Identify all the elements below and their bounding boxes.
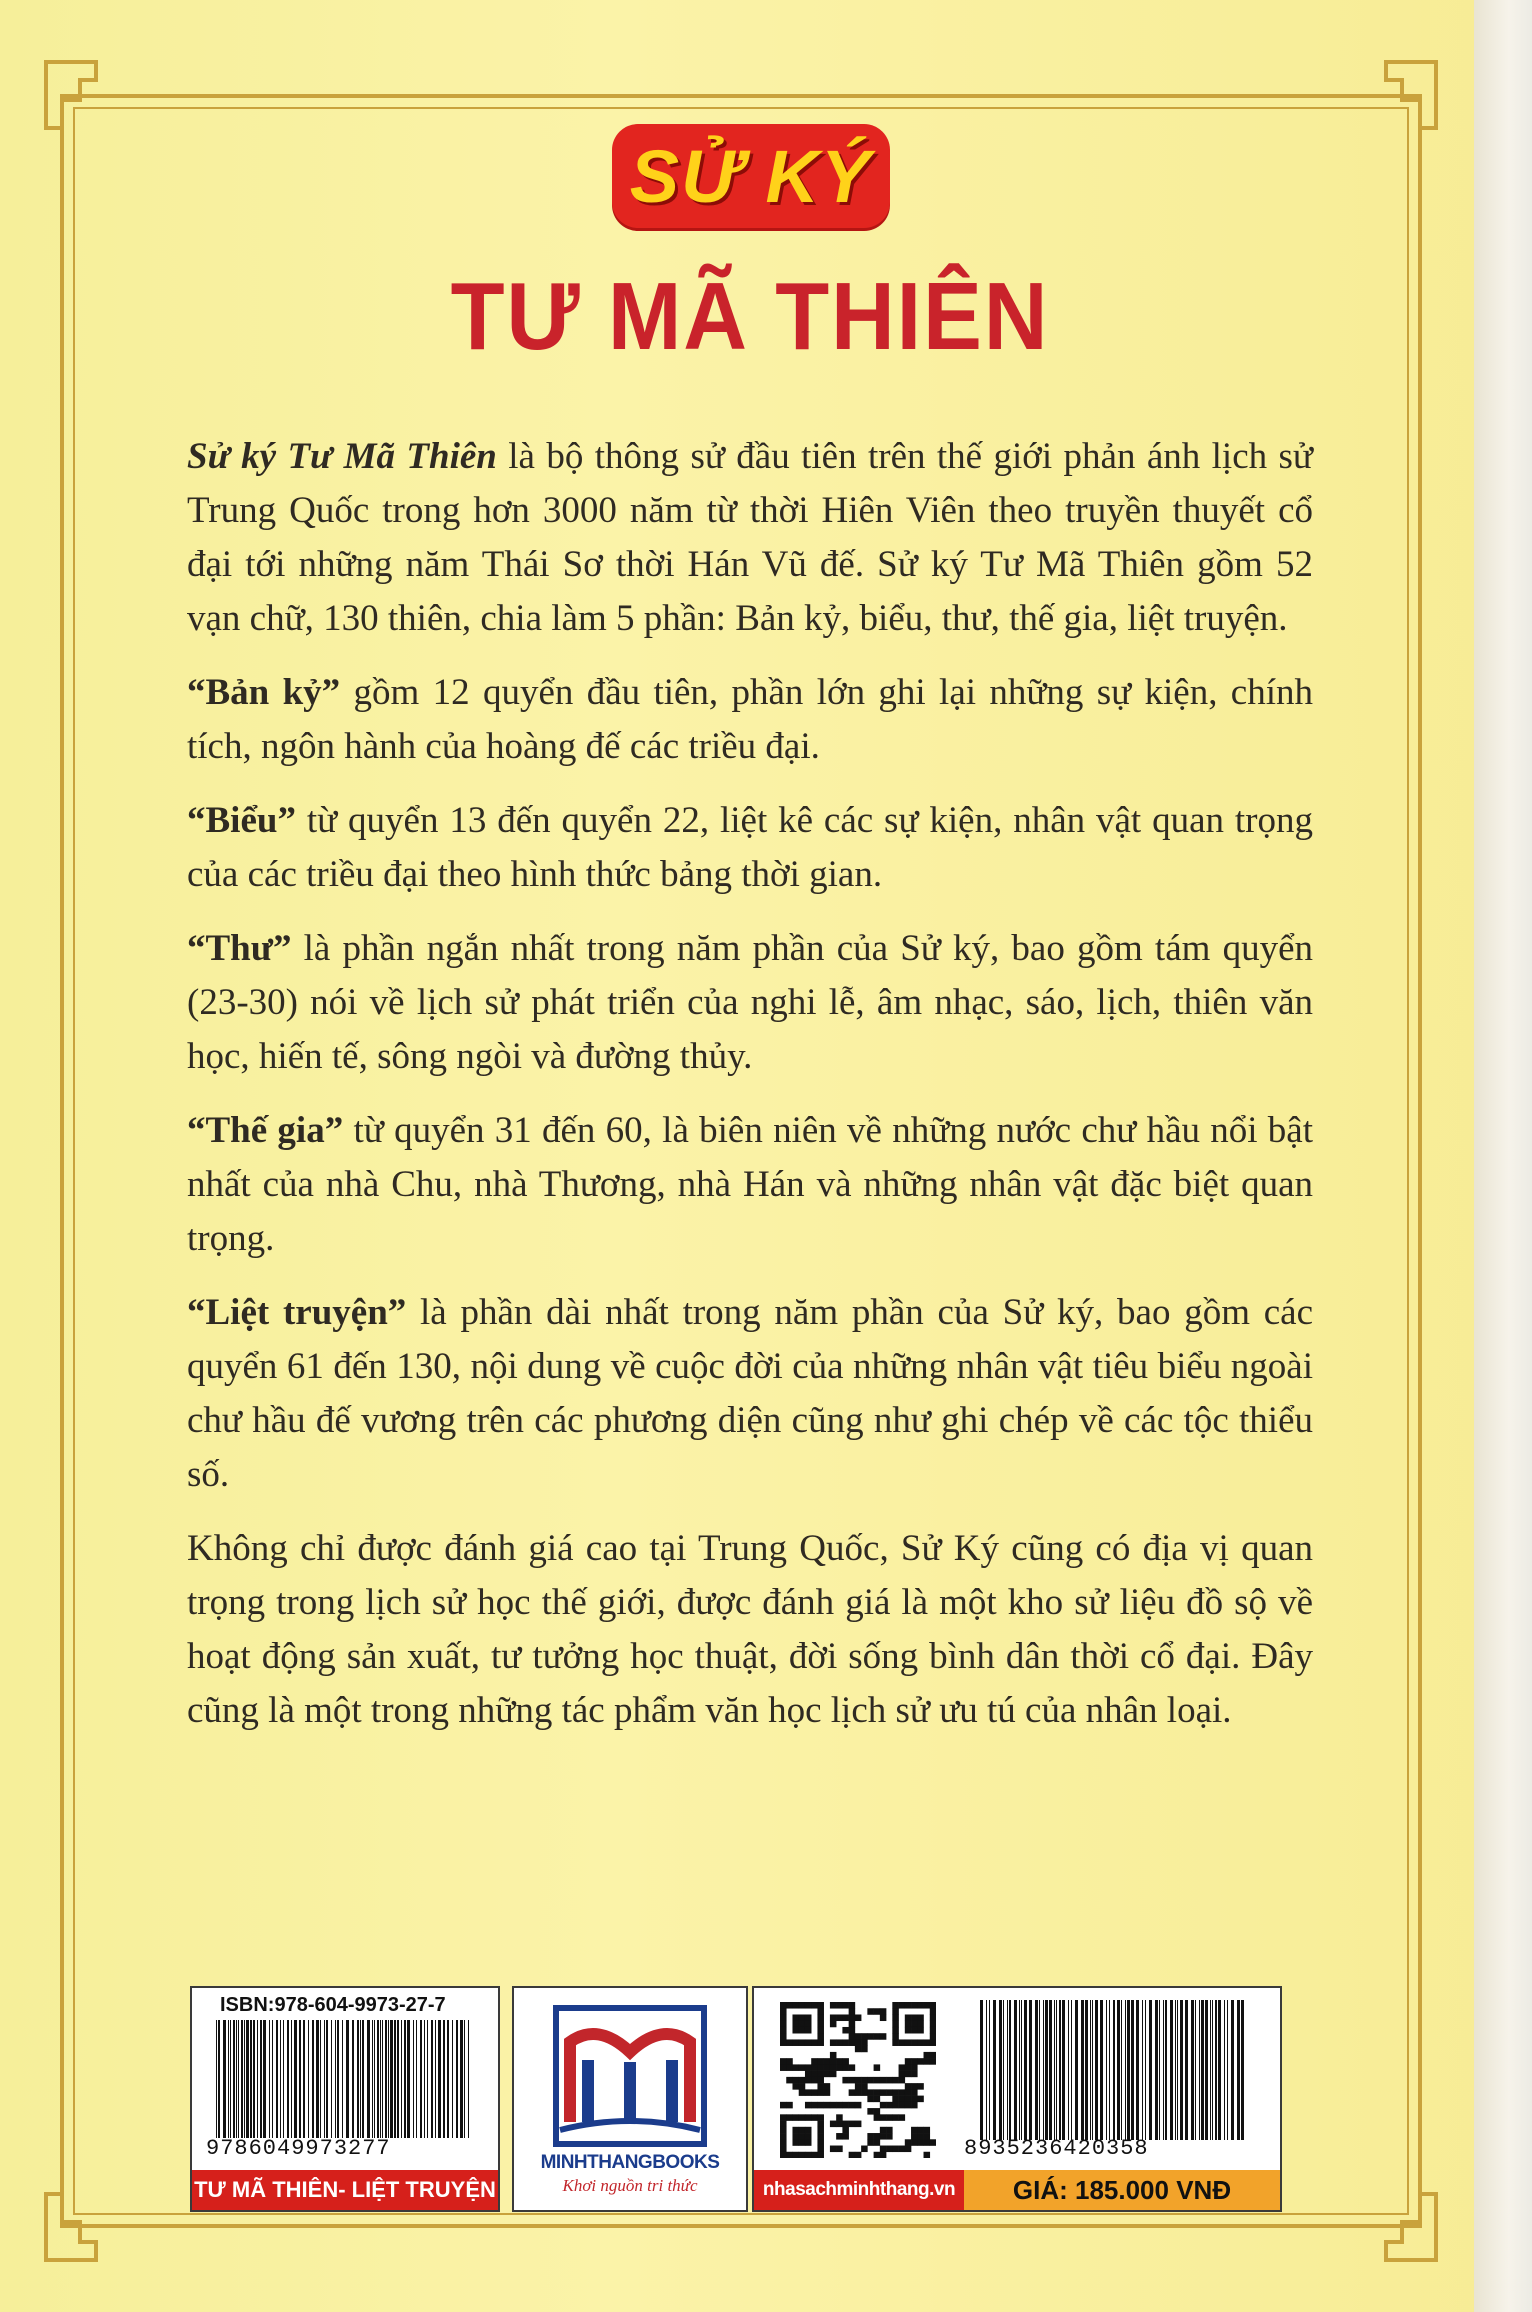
intro-text: là bộ thông sử đầu tiên trên thế giới phản ánh lịch sử Trung Quốc trong hơn 3000 năm từ thời Hiên Viên theo truyền thuyết cổ đại tới những năm Thái Sơ thời Hán Vũ đế. Sử ký Tư Mã Thiên gồm 52 vạn chữ, 130 thiên, chia làm 5 phần: Bản kỷ, biểu, thư, thế gia, liệt truyện. xyxy=(187,436,1313,639)
price-box xyxy=(752,1986,1282,2212)
section-term: “Thư” xyxy=(187,928,292,969)
barcode-bar xyxy=(230,2020,231,2138)
barcode-bar xyxy=(294,2020,297,2138)
barcode-bar xyxy=(1163,2000,1164,2140)
barcode-bar xyxy=(324,2020,325,2138)
section-term: “Thế gia” xyxy=(187,1110,344,1151)
barcode-bar xyxy=(223,2020,226,2138)
barcode-bar xyxy=(238,2020,239,2138)
barcode-bar xyxy=(331,2020,332,2138)
barcode-bar xyxy=(1021,2000,1022,2140)
section-liet-truyen xyxy=(187,1286,1313,1502)
intro-paragraph xyxy=(187,430,1313,646)
barcode-bar xyxy=(236,2020,237,2138)
barcode-bar xyxy=(1237,2000,1240,2140)
barcode-bar xyxy=(244,2020,245,2138)
barcode-bar xyxy=(1177,2000,1178,2140)
series-logo xyxy=(612,124,890,228)
barcode-bar xyxy=(1224,2000,1225,2140)
barcode-bar xyxy=(390,2020,393,2138)
barcode-bar xyxy=(228,2020,229,2138)
barcode-bar xyxy=(443,2020,445,2138)
barcode-bar xyxy=(312,2020,314,2138)
barcode-bar xyxy=(1241,2000,1244,2140)
barcode-bar xyxy=(1106,2000,1107,2140)
barcode-bar xyxy=(1170,2000,1173,2140)
barcode-bar xyxy=(1043,2000,1044,2140)
barcode-bar xyxy=(1201,2000,1204,2140)
barcode-bar xyxy=(1180,2000,1183,2140)
barcode-bar xyxy=(342,2020,343,2138)
barcode-bar xyxy=(413,2020,414,2138)
barcode-bar xyxy=(372,2020,373,2138)
barcode-bar xyxy=(1059,2000,1061,2140)
barcode-bar xyxy=(337,2020,339,2138)
barcode-bar xyxy=(253,2020,255,2138)
barcode-bar xyxy=(1195,2000,1196,2140)
section-text: từ quyển 13 đến quyển 22, liệt kê các sự kiện, nhân vật quan trọng của các triều đại theo hình thức bảng thời gian. xyxy=(187,800,1313,895)
barcode-bar xyxy=(1131,2000,1134,2140)
barcode-bar xyxy=(382,2020,383,2138)
barcode-bar xyxy=(280,2020,281,2138)
barcode-bar xyxy=(420,2020,422,2138)
closing-paragraph: Không chỉ được đánh giá cao tại Trung Quốc, Sử Ký cũng có địa vị quan trọng trong lịch sử học thế giới, được đánh giá là một kho sử liệu đồ sộ về hoạt động sản xuất, tư tưởng học thuật, đời sống bình dân thời cổ đại. Đây cũng là một trong những tác phẩm văn học lịch sử ưu tú của nhân loại. xyxy=(187,1528,1313,1731)
barcode-bar xyxy=(362,2020,364,2138)
barcode-bar xyxy=(1215,2000,1217,2140)
product-barcode-digits: 8935236420358 xyxy=(964,2136,1149,2161)
barcode-bar xyxy=(250,2020,252,2138)
barcode-bar xyxy=(1227,2000,1228,2140)
barcode-bar xyxy=(291,2020,292,2138)
barcode-bar xyxy=(1068,2000,1069,2140)
barcode-bar xyxy=(1175,2000,1176,2140)
barcode-bar xyxy=(283,2020,284,2138)
website: nhasachminhthang.vn xyxy=(754,2170,964,2210)
barcode-bar xyxy=(1014,2000,1017,2140)
barcode-bar xyxy=(1003,2000,1004,2140)
barcode-bar xyxy=(416,2020,417,2138)
barcode-bar xyxy=(388,2020,389,2138)
publisher-slogan: Khơi nguồn tri thức xyxy=(562,2176,698,2195)
barcode-bar xyxy=(241,2020,243,2138)
barcode-bar xyxy=(276,2020,278,2138)
barcode-bar xyxy=(1039,2000,1040,2140)
barcode-bar xyxy=(394,2020,396,2138)
barcode-bar xyxy=(1009,2000,1011,2140)
barcode-bar xyxy=(1117,2000,1120,2140)
barcode-bar xyxy=(1210,2000,1211,2140)
section-text: từ quyển 31 đến 60, là biên niên về những nước chư hầu nổi bật nhất của nhà Chu, nhà Thương, nhà Hán và những nhân vật đặc biệt quan trọng. xyxy=(187,1110,1313,1259)
barcode-bar xyxy=(380,2020,381,2138)
barcode-bar xyxy=(435,2020,436,2138)
barcode-bar xyxy=(1231,2000,1234,2140)
isbn-barcode xyxy=(216,2020,474,2138)
isbn-label: ISBN:978-604-9973-27-7 xyxy=(220,1994,446,2016)
barcode-bar xyxy=(1165,2000,1167,2140)
barcode-bar xyxy=(299,2020,301,2138)
barcode-bar xyxy=(1125,2000,1126,2140)
barcode-bar xyxy=(1199,2000,1200,2140)
barcode-bar xyxy=(431,2020,433,2138)
section-the-gia xyxy=(187,1104,1313,1266)
barcode-bar xyxy=(1056,2000,1057,2140)
barcode-bar xyxy=(1113,2000,1115,2140)
barcode-bar xyxy=(216,2020,217,2138)
barcode-bar xyxy=(385,2020,387,2138)
barcode-bar xyxy=(1035,2000,1038,2140)
barcode-bar xyxy=(360,2020,361,2138)
section-ban-ky xyxy=(187,666,1313,774)
barcode-bar xyxy=(1019,2000,1020,2140)
barcode-bar xyxy=(1218,2000,1221,2140)
barcode-bar xyxy=(1071,2000,1072,2140)
section-term: “Liệt truyện” xyxy=(187,1292,407,1333)
description xyxy=(187,430,1313,1758)
barcode-bar xyxy=(1212,2000,1213,2140)
barcode-bar xyxy=(1049,2000,1052,2140)
section-text: là phần dài nhất trong năm phần của Sử ký, bao gồm các quyển 61 đến 130, nội dung về cuộc đời của những nhân vật tiêu biểu ngoài chư hầu đế vương trên các phương diện cũng như ghi chép về các tộc thiểu số. xyxy=(187,1292,1313,1495)
section-text: gồm 12 quyển đầu tiên, phần lớn ghi lại những sự kiện, chính tích, ngôn hành của hoàng đế các triều đại. xyxy=(187,672,1313,767)
barcode-bar xyxy=(468,2020,469,2138)
barcode-bar xyxy=(1136,2000,1139,2140)
barcode-bar xyxy=(1081,2000,1084,2140)
section-text: là phần ngắn nhất trong năm phần của Sử ký, bao gồm tám quyển (23-30) nói về lịch sử phát triển của nghi lễ, âm nhạc, sáo, lịch, thiên văn học, hiến tế, sông ngòi và đường thủy. xyxy=(187,928,1313,1077)
barcode-bar xyxy=(452,2020,453,2138)
barcode-bar xyxy=(1095,2000,1098,2140)
barcode-bar xyxy=(269,2020,270,2138)
barcode-bar xyxy=(272,2020,273,2138)
barcode-bar xyxy=(335,2020,336,2138)
publisher-name: MINHTHANGBOOKS xyxy=(540,2152,720,2173)
barcode-bar xyxy=(993,2000,996,2140)
barcode-bar xyxy=(1007,2000,1008,2140)
barcode-bar xyxy=(1145,2000,1146,2140)
barcode-bar xyxy=(1029,2000,1032,2140)
barcode-bar xyxy=(320,2020,321,2138)
barcode-bar xyxy=(447,2020,449,2138)
barcode-bar xyxy=(1092,2000,1093,2140)
barcode-bar xyxy=(1127,2000,1130,2140)
barcode-bar xyxy=(346,2020,349,2138)
barcode-bar xyxy=(316,2020,319,2138)
barcode-bar xyxy=(257,2020,258,2138)
barcode-bar xyxy=(308,2020,309,2138)
series-logo-text: SỬ KÝ xyxy=(629,134,873,218)
barcode-bar xyxy=(1090,2000,1091,2140)
barcode-bar xyxy=(1109,2000,1110,2140)
barcode-bar xyxy=(1100,2000,1103,2140)
qr-code-icon xyxy=(780,2002,936,2158)
barcode-bar xyxy=(1045,2000,1048,2140)
barcode-bar xyxy=(404,2020,406,2138)
barcode-bar xyxy=(263,2020,266,2138)
barcode-bar xyxy=(986,2000,987,2140)
section-term: “Bản kỷ” xyxy=(187,672,341,713)
publisher-box xyxy=(512,1986,748,2212)
price-label: GIÁ: 185.000 VNĐ xyxy=(964,2170,1280,2210)
barcode-bar xyxy=(367,2020,370,2138)
barcode-bar xyxy=(980,2000,983,2140)
barcode-bar xyxy=(218,2020,220,2138)
section-term: “Biểu” xyxy=(187,800,296,841)
barcode-bar xyxy=(1054,2000,1055,2140)
barcode-bar xyxy=(456,2020,458,2138)
section-bieu xyxy=(187,794,1313,902)
barcode-bar xyxy=(1142,2000,1143,2140)
barcode-bar xyxy=(1121,2000,1122,2140)
barcode-bar xyxy=(438,2020,441,2138)
barcode-bar xyxy=(326,2020,328,2138)
barcode-bar xyxy=(260,2020,262,2138)
barcode-bar xyxy=(1155,2000,1158,2140)
barcode-bar xyxy=(233,2020,235,2138)
barcode-bar xyxy=(1159,2000,1160,2140)
author-title: TƯ MÃ THIÊN xyxy=(450,263,1050,370)
barcode-bar xyxy=(464,2020,465,2138)
barcode-bar xyxy=(374,2020,375,2138)
barcode-bar xyxy=(1062,2000,1065,2140)
barcode-bar xyxy=(1085,2000,1088,2140)
barcode-bar xyxy=(999,2000,1002,2140)
barcode-bar xyxy=(460,2020,463,2138)
isbn-box xyxy=(190,1986,500,2212)
barcode-bar xyxy=(357,2020,359,2138)
barcode-bar xyxy=(1185,2000,1188,2140)
barcode-bar xyxy=(287,2020,289,2138)
barcode-bar xyxy=(407,2020,410,2138)
barcode-bar xyxy=(397,2020,399,2138)
barcode-bar xyxy=(1149,2000,1152,2140)
barcode-bar xyxy=(246,2020,249,2138)
barcode-bar xyxy=(1191,2000,1194,2140)
isbn-barcode-digits: 9786049973277 xyxy=(206,2136,391,2161)
barcode-bar xyxy=(989,2000,990,2140)
barcode-bar xyxy=(427,2020,428,2138)
barcode-bar xyxy=(303,2020,305,2138)
section-thu xyxy=(187,922,1313,1084)
barcode-bar xyxy=(1075,2000,1078,2140)
publisher-logo-icon xyxy=(548,2002,712,2148)
barcode-bar xyxy=(1205,2000,1208,2140)
barcode-bar xyxy=(352,2020,354,2138)
barcode-bar xyxy=(377,2020,379,2138)
intro-title: Sử ký Tư Mã Thiên xyxy=(187,436,497,477)
product-barcode xyxy=(980,2000,1250,2140)
barcode-bar xyxy=(401,2020,402,2138)
barcode-bar xyxy=(1024,2000,1027,2140)
isbn-strip: TƯ MÃ THIÊN- LIỆT TRUYỆN xyxy=(192,2170,498,2210)
barcode-bar xyxy=(424,2020,425,2138)
